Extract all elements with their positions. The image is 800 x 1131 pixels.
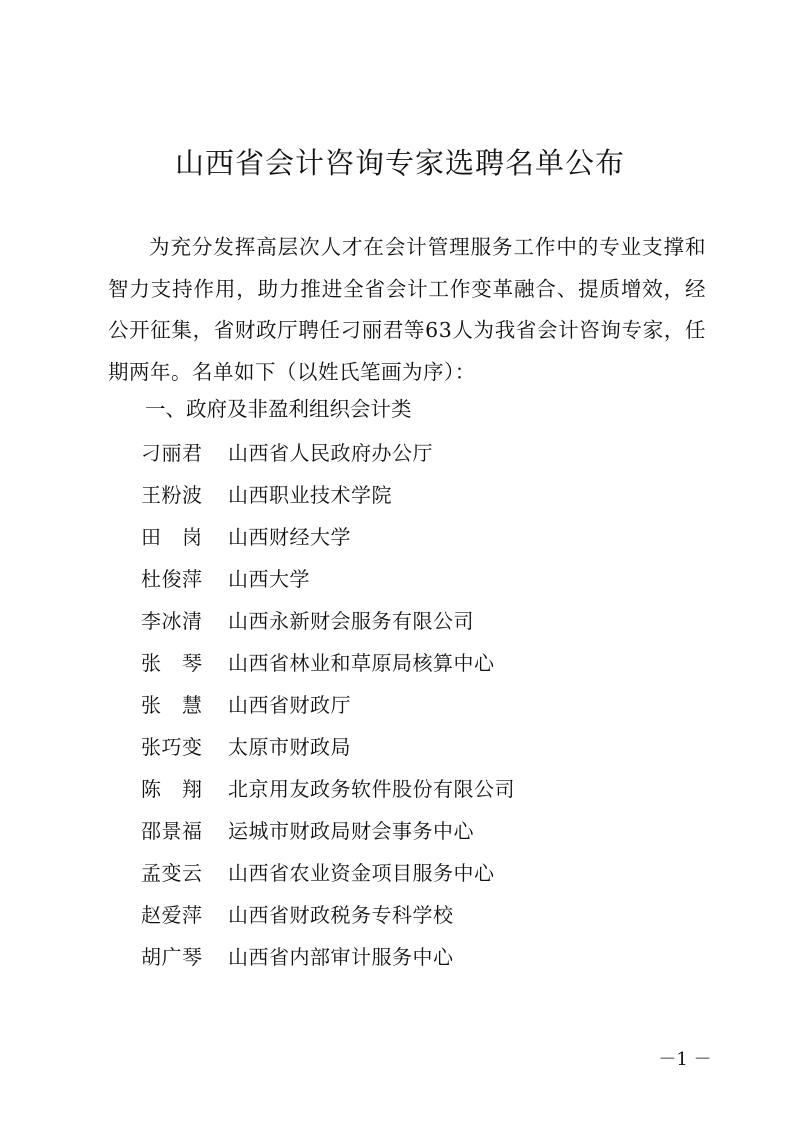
list-item xyxy=(0,899,800,941)
expert-organization: 山西永新财会服务有限公司 xyxy=(228,609,474,633)
expert-name: 胡广琴 xyxy=(141,945,203,969)
expert-name: 杜俊萍 xyxy=(141,567,203,591)
expert-organization: 山西财经大学 xyxy=(228,525,351,549)
expert-name: 邵景福 xyxy=(141,819,203,843)
expert-name: 陈 翔 xyxy=(141,777,203,801)
list-item xyxy=(0,689,800,731)
page-number: －1 － xyxy=(658,1049,712,1070)
expert-name: 李冰清 xyxy=(141,609,203,633)
list-item xyxy=(0,605,800,647)
list-item xyxy=(0,731,800,773)
expert-name: 王粉波 xyxy=(141,483,203,507)
expert-name: 张 慧 xyxy=(141,693,203,717)
expert-name: 刁丽君 xyxy=(141,441,203,465)
expert-organization: 山西省林业和草原局核算中心 xyxy=(228,651,495,675)
section-heading: 一、政府及非盈利组织会计类 xyxy=(145,397,412,421)
list-item xyxy=(0,563,800,605)
expert-organization: 太原市财政局 xyxy=(228,735,351,759)
list-item xyxy=(0,773,800,815)
list-item xyxy=(0,521,800,563)
expert-name: 张 琴 xyxy=(141,651,203,675)
list-item xyxy=(0,437,800,479)
expert-name: 赵爱萍 xyxy=(141,903,203,927)
expert-name: 张巧变 xyxy=(141,735,203,759)
expert-organization: 山西省内部审计服务中心 xyxy=(228,945,454,969)
expert-organization: 山西省人民政府办公厅 xyxy=(228,441,433,465)
expert-organization: 山西省农业资金项目服务中心 xyxy=(228,861,495,885)
expert-organization: 山西省财政税务专科学校 xyxy=(228,903,454,927)
intro-paragraph: 为充分发挥高层次人才在会计管理服务工作中的专业支撑和智力支持作用，助力推进全省会计工作变革融合、提质增效，经公开征集，省财政厅聘任刁丽君等63人为我省会计咨询专家，任期两年。名单如下（以姓氏笔画为序）： xyxy=(108,235,706,384)
list-item xyxy=(0,647,800,689)
expert-name: 田 岗 xyxy=(141,525,203,549)
document-title: 山西省会计咨询专家选聘名单公布 xyxy=(174,146,625,180)
expert-organization: 运城市财政局财会事务中心 xyxy=(228,819,474,843)
expert-organization: 北京用友政务软件股份有限公司 xyxy=(228,777,515,801)
list-item xyxy=(0,815,800,857)
list-item xyxy=(0,479,800,521)
expert-organization: 山西省财政厅 xyxy=(228,693,351,717)
list-item xyxy=(0,857,800,899)
expert-organization: 山西大学 xyxy=(228,567,310,591)
expert-organization: 山西职业技术学院 xyxy=(228,483,392,507)
expert-name: 孟变云 xyxy=(141,861,203,885)
expert-list xyxy=(0,437,800,983)
list-item xyxy=(0,941,800,983)
